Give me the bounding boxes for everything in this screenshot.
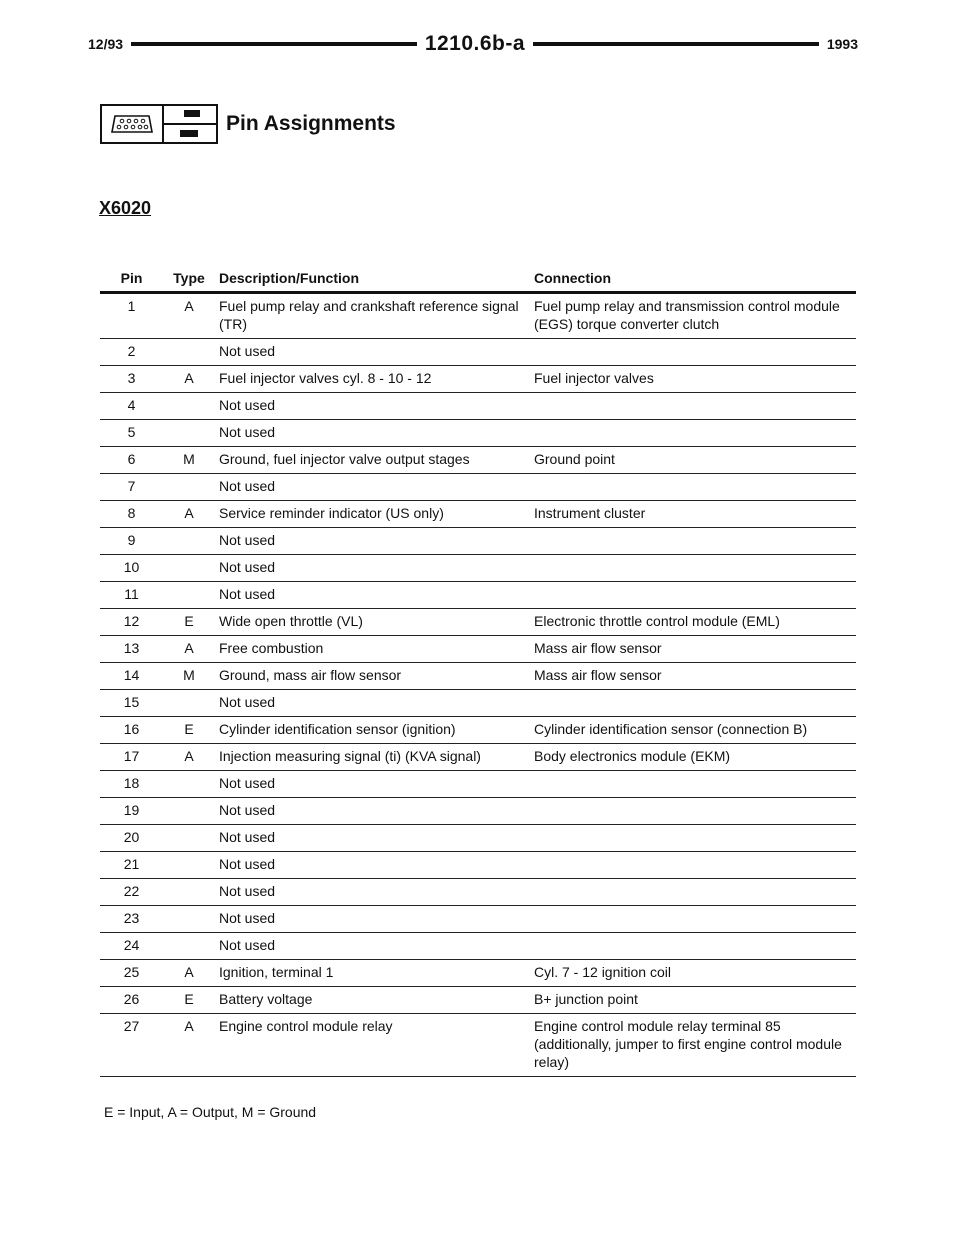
cell-description: Not used	[215, 690, 530, 717]
table-row	[100, 447, 856, 474]
cell-type: A	[163, 960, 215, 987]
cell-pin: 6	[100, 447, 163, 474]
table-row	[100, 339, 856, 366]
table-row	[100, 555, 856, 582]
cell-connection: Fuel injector valves	[530, 366, 856, 393]
cell-pin: 9	[100, 528, 163, 555]
cell-connection	[530, 906, 856, 933]
cell-type	[163, 933, 215, 960]
cell-type: E	[163, 717, 215, 744]
cell-connection: Body electronics module (EKM)	[530, 744, 856, 771]
cell-type	[163, 825, 215, 852]
column-header-connection: Connection	[530, 266, 856, 293]
cell-pin: 18	[100, 771, 163, 798]
cell-connection	[530, 771, 856, 798]
connector-outline-icon	[110, 114, 154, 134]
cell-connection: Instrument cluster	[530, 501, 856, 528]
cell-type: M	[163, 663, 215, 690]
cell-pin: 15	[100, 690, 163, 717]
table-row	[100, 744, 856, 771]
cell-description: Not used	[215, 528, 530, 555]
page-header	[88, 30, 858, 58]
cell-description: Fuel pump relay and crankshaft reference signal (TR)	[215, 293, 530, 339]
cell-pin: 1	[100, 293, 163, 339]
cell-description: Not used	[215, 933, 530, 960]
cell-connection: Ground point	[530, 447, 856, 474]
cell-type	[163, 528, 215, 555]
cell-type: A	[163, 1014, 215, 1077]
cell-connection	[530, 690, 856, 717]
cell-connection	[530, 852, 856, 879]
header-doc-number: 1210.6b-a	[424, 32, 526, 55]
cell-connection	[530, 555, 856, 582]
cell-pin: 8	[100, 501, 163, 528]
cell-connection	[530, 528, 856, 555]
cell-description: Not used	[215, 852, 530, 879]
header-rule-left	[131, 42, 417, 46]
table-row	[100, 528, 856, 555]
cell-connection	[530, 798, 856, 825]
table-row	[100, 852, 856, 879]
cell-description: Not used	[215, 906, 530, 933]
connector-icon	[100, 104, 162, 144]
cell-description: Not used	[215, 879, 530, 906]
cell-type	[163, 555, 215, 582]
cell-pin: 26	[100, 987, 163, 1014]
cell-type: M	[163, 447, 215, 474]
cell-connection	[530, 825, 856, 852]
cell-description: Engine control module relay	[215, 1014, 530, 1077]
header-date: 12/93	[88, 36, 124, 52]
cell-connection	[530, 474, 856, 501]
table-row	[100, 501, 856, 528]
cell-connection: Mass air flow sensor	[530, 636, 856, 663]
cell-pin: 19	[100, 798, 163, 825]
cell-connection	[530, 933, 856, 960]
male-pin-icon	[184, 110, 200, 117]
cell-type: E	[163, 609, 215, 636]
cell-pin: 24	[100, 933, 163, 960]
table-row	[100, 474, 856, 501]
cell-type	[163, 879, 215, 906]
table-row	[100, 393, 856, 420]
cell-connection: Engine control module relay terminal 85 (additionally, jumper to first engine control module relay)	[530, 1014, 856, 1077]
cell-type: A	[163, 636, 215, 663]
cell-type	[163, 690, 215, 717]
section-title: Pin Assignments	[226, 112, 396, 135]
cell-connection: Mass air flow sensor	[530, 663, 856, 690]
table-row	[100, 690, 856, 717]
cell-type	[163, 771, 215, 798]
cell-pin: 12	[100, 609, 163, 636]
table-row	[100, 879, 856, 906]
cell-description: Service reminder indicator (US only)	[215, 501, 530, 528]
column-header-pin: Pin	[100, 266, 163, 293]
cell-type	[163, 339, 215, 366]
cell-pin: 17	[100, 744, 163, 771]
cell-pin: 14	[100, 663, 163, 690]
cell-type	[163, 906, 215, 933]
table-row	[100, 906, 856, 933]
cell-pin: 11	[100, 582, 163, 609]
table-row	[100, 825, 856, 852]
header-year: 1993	[826, 36, 858, 52]
cell-description: Fuel injector valves cyl. 8 - 10 - 12	[215, 366, 530, 393]
cell-description: Not used	[215, 339, 530, 366]
table-row	[100, 636, 856, 663]
table-row	[100, 933, 856, 960]
table-row	[100, 717, 856, 744]
cell-connection	[530, 420, 856, 447]
cell-description: Not used	[215, 798, 530, 825]
cell-pin: 27	[100, 1014, 163, 1077]
pin-assignment-table	[100, 266, 856, 1077]
table-row	[100, 798, 856, 825]
cell-connection: Fuel pump relay and transmission control module (EGS) torque converter clutch	[530, 293, 856, 339]
cell-description: Not used	[215, 420, 530, 447]
cell-type: A	[163, 293, 215, 339]
cell-pin: 7	[100, 474, 163, 501]
type-legend: E = Input, A = Output, M = Ground	[104, 1104, 317, 1120]
cell-description: Free combustion	[215, 636, 530, 663]
cell-pin: 2	[100, 339, 163, 366]
cell-pin: 23	[100, 906, 163, 933]
cell-type	[163, 582, 215, 609]
table-row	[100, 293, 856, 339]
table-row	[100, 960, 856, 987]
cell-type	[163, 474, 215, 501]
cell-description: Not used	[215, 474, 530, 501]
table-row	[100, 663, 856, 690]
cell-description: Ground, fuel injector valve output stages	[215, 447, 530, 474]
table-row	[100, 771, 856, 798]
cell-pin: 20	[100, 825, 163, 852]
cell-type	[163, 393, 215, 420]
cell-connection	[530, 393, 856, 420]
cell-type	[163, 798, 215, 825]
cell-connection: Electronic throttle control module (EML)	[530, 609, 856, 636]
table-row	[100, 582, 856, 609]
column-header-description: Description/Function	[215, 266, 530, 293]
cell-connection: Cylinder identification sensor (connection B)	[530, 717, 856, 744]
table-header-row	[100, 266, 856, 293]
cell-description: Wide open throttle (VL)	[215, 609, 530, 636]
cell-pin: 5	[100, 420, 163, 447]
cell-description: Cylinder identification sensor (ignition)	[215, 717, 530, 744]
cell-description: Ignition, terminal 1	[215, 960, 530, 987]
cell-connection	[530, 582, 856, 609]
pin-terminal-icon	[162, 104, 218, 144]
female-pin-icon	[180, 130, 198, 137]
section-title-block	[100, 104, 396, 144]
cell-description: Not used	[215, 555, 530, 582]
cell-description: Not used	[215, 825, 530, 852]
cell-pin: 4	[100, 393, 163, 420]
table-row	[100, 987, 856, 1014]
column-header-type: Type	[163, 266, 215, 293]
cell-pin: 13	[100, 636, 163, 663]
cell-type	[163, 420, 215, 447]
connector-id: X6020	[99, 198, 152, 218]
cell-description: Battery voltage	[215, 987, 530, 1014]
cell-type: A	[163, 501, 215, 528]
cell-connection: B+ junction point	[530, 987, 856, 1014]
cell-description: Injection measuring signal (ti) (KVA signal)	[215, 744, 530, 771]
cell-pin: 16	[100, 717, 163, 744]
cell-pin: 21	[100, 852, 163, 879]
cell-pin: 3	[100, 366, 163, 393]
cell-description: Not used	[215, 582, 530, 609]
table-row	[100, 609, 856, 636]
cell-description: Ground, mass air flow sensor	[215, 663, 530, 690]
table-row	[100, 1014, 856, 1077]
cell-description: Not used	[215, 393, 530, 420]
cell-pin: 10	[100, 555, 163, 582]
table-row	[100, 420, 856, 447]
cell-description: Not used	[215, 771, 530, 798]
cell-pin: 25	[100, 960, 163, 987]
cell-type	[163, 852, 215, 879]
cell-type: A	[163, 744, 215, 771]
table-body	[100, 293, 856, 1077]
cell-pin: 22	[100, 879, 163, 906]
cell-connection	[530, 339, 856, 366]
cell-connection	[530, 879, 856, 906]
cell-type: A	[163, 366, 215, 393]
cell-connection: Cyl. 7 - 12 ignition coil	[530, 960, 856, 987]
table-row	[100, 366, 856, 393]
header-rule-right	[533, 42, 819, 46]
cell-type: E	[163, 987, 215, 1014]
